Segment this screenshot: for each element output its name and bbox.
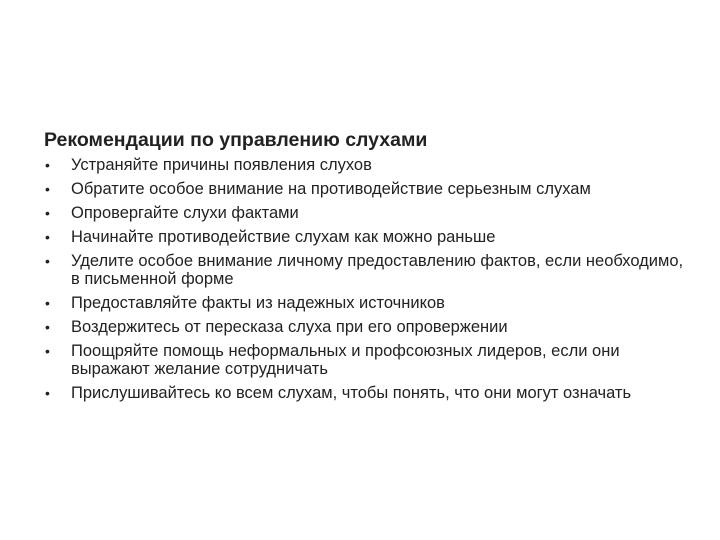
list-item [44, 294, 694, 312]
bullet-icon: • [45, 229, 50, 245]
list-item [44, 342, 694, 378]
list-item-text: Воздержитесь от пересказа слуха при его опровержении [71, 318, 508, 336]
list-item-text: Предоставляйте факты из надежных источников [71, 294, 445, 312]
bullet-icon: • [45, 181, 50, 197]
recommendations-list [44, 156, 694, 408]
bullet-icon: • [45, 253, 50, 269]
list-item-text: Обратите особое внимание на противодействие серьезным слухам [71, 180, 591, 198]
list-item-text: Устраняйте причины появления слухов [71, 156, 372, 174]
list-item-text: Начинайте противодействие слухам как можно раньше [71, 228, 496, 246]
list-item [44, 384, 694, 402]
bullet-icon: • [45, 385, 50, 401]
list-item-text: Уделите особое внимание личному предоставлению фактов, если необходимо, в письменной форме [71, 252, 684, 288]
list-item [44, 156, 694, 174]
bullet-icon: • [45, 319, 50, 335]
slide-title: Рекомендации по управлению слухами [44, 129, 428, 151]
bullet-icon: • [45, 295, 50, 311]
list-item [44, 180, 694, 198]
bullet-icon: • [45, 205, 50, 221]
list-item-text: Опровергайте слухи фактами [71, 204, 299, 222]
bullet-icon: • [45, 157, 50, 173]
list-item-text: Поощряйте помощь неформальных и профсоюзных лидеров, если они выражают желание сотрудничать [71, 342, 620, 378]
list-item [44, 204, 694, 222]
list-item [44, 228, 694, 246]
list-item [44, 318, 694, 336]
bullet-icon: • [45, 343, 50, 359]
list-item-text: Прислушивайтесь ко всем слухам, чтобы понять, что они могут означать [71, 384, 632, 402]
list-item [44, 252, 694, 288]
